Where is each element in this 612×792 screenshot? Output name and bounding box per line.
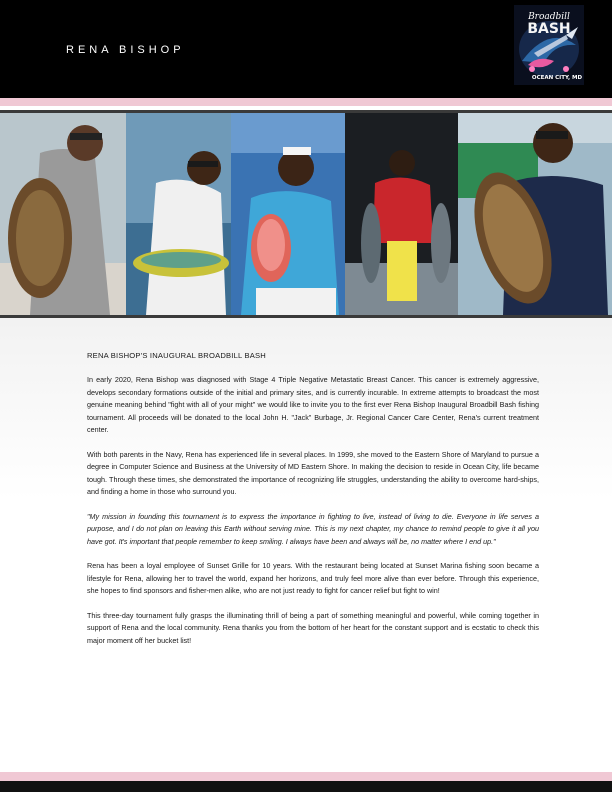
photo-strip xyxy=(0,110,612,318)
header-bar xyxy=(0,0,612,98)
header-name: RENA BISHOP xyxy=(66,44,185,56)
pink-accent-bar-bottom xyxy=(0,772,612,781)
article-paragraph: This three-day tournament fully grasps the illuminating thrill of being a part of something meaningful and powerful, while coming together in support of Rena and the local community. Rena thanks you from the bottom of her heart for the constant support and is ecstatic to check this major moment off her bucket list! xyxy=(87,611,539,645)
article-paragraph: Rena has been a loyal employee of Sunset Grille for 10 years. With the restaurant being located at Sunset Marina fishing soon became a lifestyle for Rena, allowing her to travel the world, expand her horizons, and truly feel more alive than ever before. Through this experience, she hopes to find sponsors and fisher-men alike, who are not just ready to fight for cancer relief but fight to win! xyxy=(87,561,539,596)
photo-woman-holding-flounder-icon xyxy=(0,113,126,315)
broadbill-bash-logo-icon xyxy=(514,5,584,85)
article-title: RENA BISHOP'S INAUGURAL BROADBILL BASH xyxy=(87,351,266,360)
photo-woman-holding-mahi-icon xyxy=(126,113,231,315)
photo-woman-holding-snapper-icon xyxy=(231,113,345,315)
article-quote: "My mission in founding this tournament is to express the importance in fighting to live, instead of living to die. Everyone in life serves a purpose, and I do not plan on leaving this Earth without serving mine. This is my next chapter, my chance to remind people to give it all you have got. It's important that people remember to keep smiling. I always have been and always will be, no matter where I end up." xyxy=(87,511,539,546)
article-paragraph: With both parents in the Navy, Rena has experienced life in several places. In 1999, she moved to the Eastern Shore of Maryland to pursue a degree in Computer Science and Business at the University of MD Eastern Shore. In making the decision to reside in Ocean City, life became tough. Through these times, she demonstrated the importance of recognizing life struggles, understanding the ability to overcome hard-ships, and finding a home in those who surround you. xyxy=(87,449,539,497)
logo-title-main: BASH xyxy=(527,21,571,37)
logo-title-top: Broadbill xyxy=(528,12,570,22)
footer-bar xyxy=(0,781,612,792)
photo-woman-holding-fish-at-night-icon xyxy=(345,113,458,315)
photo-woman-holding-flounder-2-icon xyxy=(458,113,612,315)
logo-location: OCEAN CITY, MD xyxy=(531,75,583,81)
pink-accent-bar-top xyxy=(0,98,612,106)
article xyxy=(87,350,539,660)
article-paragraph: In early 2020, Rena Bishop was diagnosed with Stage 4 Triple Negative Metastatic Breast Cancer. This cancer is extremely aggressive, develops secondary formations outside of the initial and primary sites, and is currently incurable. In extreme attempts to broadcast the most genuine meaning behind "fight with all of your might" we would like to invite you to the first ever Rena Bishop Inaugural Broadbill Bash fishing tournament. All proceeds will be donated to the local John H. "Jack" Burbage, Jr. Regional Cancer Care Center, Rena's current treatment center. xyxy=(87,375,539,435)
